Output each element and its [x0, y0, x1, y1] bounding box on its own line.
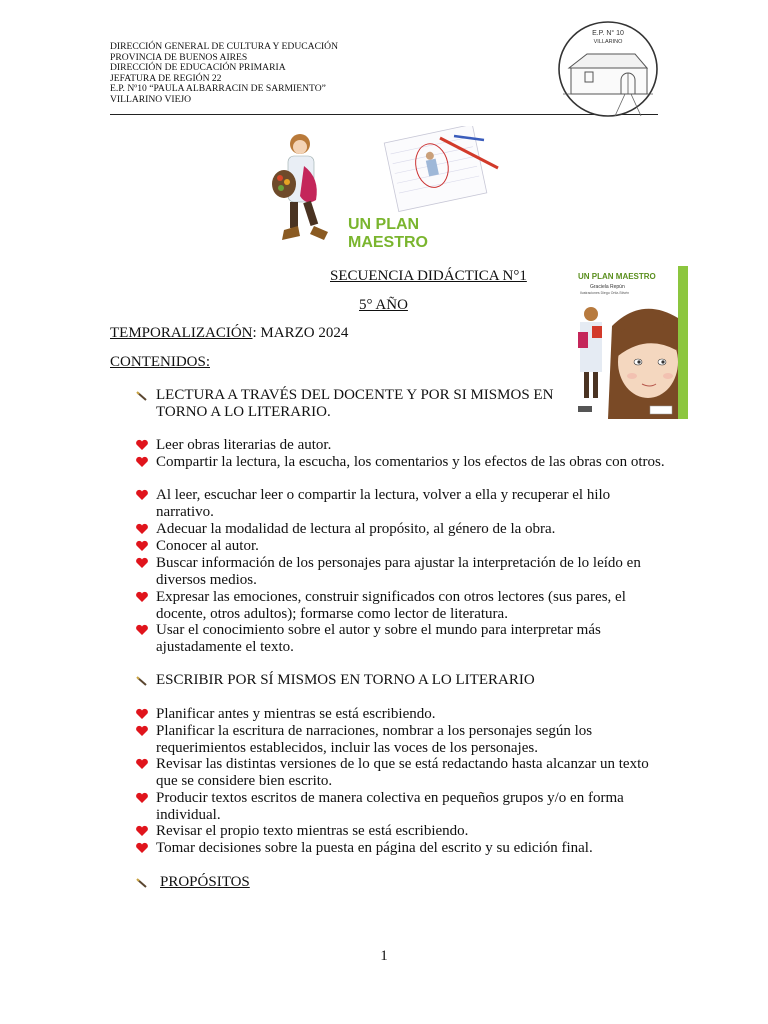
list-item-text: Leer obras literarias de autor. [156, 437, 332, 453]
heart-icon [135, 791, 149, 810]
header-line: PROVINCIA DE BUENOS AIRES [110, 51, 248, 63]
logo-bottom-text: VILLARINO [593, 39, 623, 45]
list-item [135, 756, 665, 790]
header-line: JEFATURA DE REGIÓN 22 [110, 72, 222, 84]
list-item-text: Compartir la lectura, la escucha, los comentarios y los efectos de las obras con otros. [156, 454, 665, 470]
header-line: DIRECCIÓN DE EDUCACIÓN PRIMARIA [110, 62, 286, 74]
list-item-text: Planificar la escritura de narraciones, nombrar a los personajes según los requerimientos establecidos, incluir las voces de los personajes. [156, 723, 593, 756]
temporalizacion-label: TEMPORALIZACIÓN [110, 325, 253, 341]
list-item [135, 589, 665, 623]
list-item [135, 437, 665, 454]
page-number: 1 [380, 948, 388, 964]
temporalizacion [110, 325, 348, 342]
banner-title-line2: MAESTRO [348, 234, 428, 251]
list-item [135, 723, 665, 757]
un-plan-maestro-banner [270, 126, 502, 252]
sequence-title: SECUENCIA DIDÁCTICA N°1 [330, 268, 527, 284]
list-item-text: Producir textos escritos de manera colectiva en pequeños grupos y/o en forma individual. [156, 790, 624, 823]
list-item-text: Revisar las distintas versiones de lo que se está redactando hasta alcanzar un texto que se considere bien escrito. [156, 756, 649, 789]
header-line: DIRECCIÓN GENERAL DE CULTURA Y EDUCACIÓN [110, 41, 339, 52]
logo-top-text: E.P. N° 10 [592, 30, 624, 37]
list-item [135, 622, 665, 656]
contenidos-label: CONTENIDOS: [110, 354, 210, 370]
list-item [135, 555, 665, 589]
section-heading-lectura [135, 387, 565, 421]
header-line: E.P. Nº10 “PAULA ALBARRACIN DE SARMIENTO” [110, 83, 326, 95]
list-item [135, 454, 665, 471]
banner-title-line1: UN PLAN [348, 216, 420, 233]
institution-header [110, 42, 338, 106]
list-item-text: Usar el conocimiento sobre el autor y sobre el mundo para interpretar más ajustadamente el texto. [156, 622, 601, 655]
header-line: VILLARINO VIEJO [110, 93, 192, 105]
section-heading-text: LECTURA A TRAVÉS DEL DOCENTE Y POR SI MISMOS EN TORNO A LO LITERARIO. [156, 387, 554, 420]
list-item-text: Planificar antes y mientras se está escribiendo. [156, 706, 436, 722]
list-item-text: Buscar información de los personajes para ajustar la interpretación de lo leído en diversos medios. [156, 555, 641, 588]
section-heading-propositos [135, 874, 665, 891]
list-item [135, 840, 665, 857]
pencil-icon [135, 875, 149, 894]
temporalizacion-value: : MARZO 2024 [252, 325, 349, 341]
section-heading-text: ESCRIBIR POR SÍ MISMOS EN TORNO A LO LITERARIO [156, 672, 535, 688]
pencil-icon [135, 388, 149, 407]
section-heading-text: PROPÓSITOS [160, 874, 250, 890]
grade-label: 5° AÑO [359, 297, 408, 313]
pencil-icon [135, 673, 149, 692]
list-item-text: Revisar el propio texto mientras se está escribiendo. [156, 823, 469, 839]
list-item-text: Expresar las emociones, construir significados con otros lectores (sus pares, el docente, otros adultos); formarse como lector de literatura. [156, 589, 626, 622]
list-item-text: Al leer, escuchar leer o compartir la lectura, volver a ella y recuperar el hilo narrativo. [156, 487, 611, 520]
heart-icon [135, 724, 149, 743]
list-item-text: Adecuar la modalidad de lectura al propósito, al género de la obra. [156, 521, 556, 537]
list-item [135, 521, 665, 538]
school-logo [557, 20, 659, 118]
heart-icon [135, 623, 149, 642]
book-author: Graciela Repún [590, 284, 625, 290]
heart-icon [135, 556, 149, 575]
book-illustrator: Ilustraciones Diego Ortiz-Stivén [580, 291, 630, 295]
list-item [135, 790, 665, 824]
heart-icon [135, 488, 149, 507]
list-item [135, 538, 665, 555]
heart-icon [135, 590, 149, 609]
heart-icon [135, 757, 149, 776]
book-title: UN PLAN MAESTRO [578, 272, 656, 281]
book-cover [572, 266, 688, 419]
heart-icon [135, 455, 149, 474]
list-item [135, 823, 665, 840]
section-heading-escribir [135, 672, 665, 689]
list-item [135, 487, 665, 521]
heart-icon [135, 841, 149, 860]
list-item-text: Tomar decisiones sobre la puesta en página del escrito y su edición final. [156, 840, 593, 856]
list-item [135, 706, 665, 723]
list-item-text: Conocer al autor. [156, 538, 259, 554]
